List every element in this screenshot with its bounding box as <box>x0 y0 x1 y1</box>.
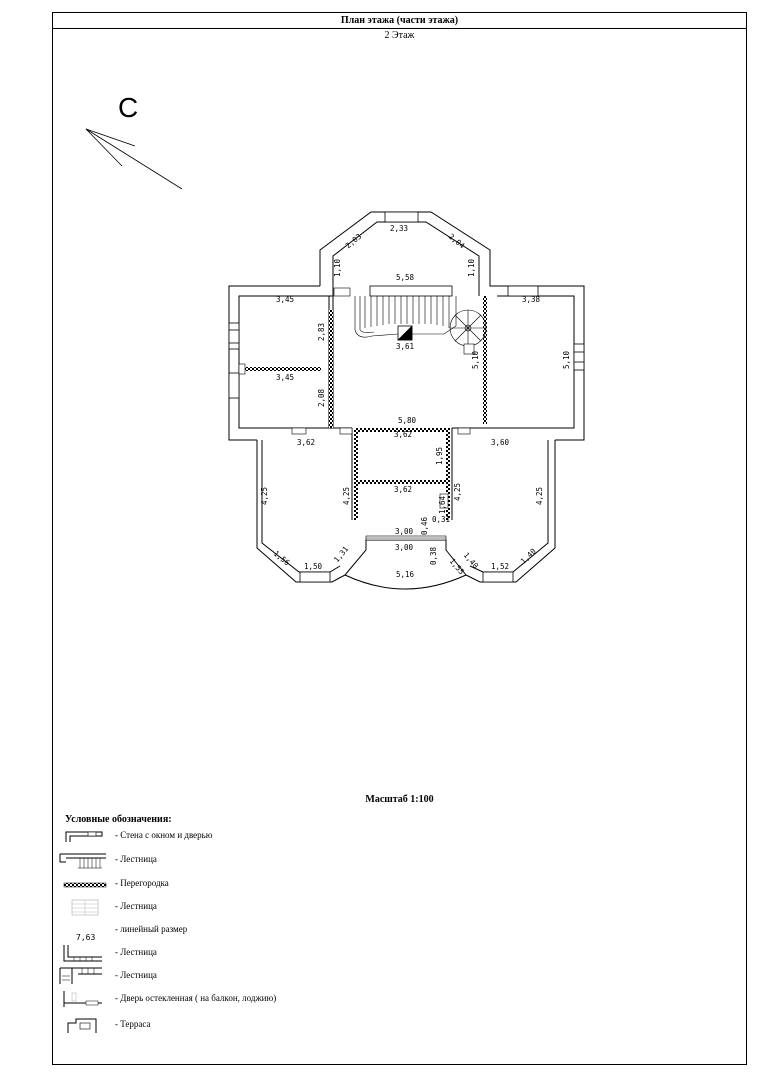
main-stair <box>355 296 456 340</box>
scale-label: Масштаб 1:100 <box>365 794 434 805</box>
page-title: План этажа (части этажа) <box>52 12 747 29</box>
legend-label: - Лестница <box>115 947 157 957</box>
partition-icon <box>58 874 108 894</box>
dim-room-bl-top: 3,62 <box>296 438 316 447</box>
dim-bay-left-side: 1,10 <box>333 258 342 278</box>
legend-label: - Лестница <box>115 970 157 980</box>
dim-bl-diag-right: 1,31 <box>331 544 351 565</box>
dim-room-br-top: 3,60 <box>490 438 510 447</box>
dim-bay-right-side: 1,10 <box>467 258 476 278</box>
dimension-sample: 7,63 <box>76 933 96 942</box>
dim-stair-width: 3,61 <box>395 342 415 351</box>
glass-door-icon <box>58 989 108 1009</box>
dim-bl-diag-left: 1,56 <box>271 548 292 568</box>
legend-title: Условные обозначения: <box>65 814 172 825</box>
dim-room-bl-height: 4,25 <box>260 486 269 506</box>
legend-item-glass-door <box>58 989 458 1009</box>
stair-landing-icon <box>58 966 108 986</box>
spiral-stair <box>450 310 486 354</box>
legend-item-dimension <box>58 920 458 940</box>
dim-vest-side: 0,38 <box>429 546 438 566</box>
wall-window-door-icon <box>58 826 108 846</box>
legend-label: - Дверь остекленная ( на балкон, лоджию) <box>115 993 277 1003</box>
dim-bay-right-diag: 2,04 <box>446 231 467 251</box>
legend-item-wall <box>58 826 458 846</box>
dim-vest-top: 3,00 <box>394 527 414 536</box>
stair-grey-icon <box>58 897 108 917</box>
legend-item-stair-2 <box>58 897 458 917</box>
dim-bath-left-height: 4,25 <box>342 486 351 506</box>
dimension-labels <box>260 224 571 579</box>
dim-bath-width: 3,62 <box>393 485 413 494</box>
compass-arrow <box>86 129 182 189</box>
dim-room-tl-width: 3,45 <box>275 295 295 304</box>
north-letter: С <box>118 92 139 123</box>
dim-br-diag-small: 1,55 <box>447 556 467 577</box>
dim-bay-left-diag: 2,03 <box>343 231 364 251</box>
legend-label: - Терраса <box>115 1019 151 1029</box>
dim-bath-right-height: 4,25 <box>453 482 462 502</box>
dim-vest-bottom: 3,00 <box>394 543 414 552</box>
legend-item-stair-4 <box>58 966 458 986</box>
legend-label: - Лестница <box>115 901 157 911</box>
dim-balcony-arc: 5,16 <box>395 570 415 579</box>
legend-item-terrace <box>58 1015 458 1035</box>
terrace-icon <box>58 1015 108 1035</box>
legend-label: - Перегородка <box>115 878 169 888</box>
legend-item-stair-1 <box>58 850 458 870</box>
dim-bay-top: 2,33 <box>389 224 409 233</box>
dim-room-tr-height: 5,10 <box>562 350 571 370</box>
dim-nook-b: 1,64 <box>438 495 447 515</box>
dim-hall-top: 3,62 <box>393 430 413 439</box>
dim-bay-width: 5,58 <box>395 273 415 282</box>
floor-label: 2 Этаж <box>384 30 415 41</box>
dim-bl-bottom: 1,50 <box>303 562 323 571</box>
legend-label: - Стена с окном и дверью <box>115 830 213 840</box>
dim-br-bottom: 1,52 <box>490 562 510 571</box>
legend-label: - Лестница <box>115 854 157 864</box>
stair-corner-icon <box>58 943 108 963</box>
dim-br-diag-right: 1,40 <box>518 546 538 566</box>
dim-room-tr-width: 3,38 <box>521 295 541 304</box>
dim-nook-c: 0,31 <box>431 515 451 524</box>
dim-stair-height: 5,10 <box>471 350 480 370</box>
legend-label: - линейный размер <box>115 924 188 934</box>
dim-br-diag-left: 1,40 <box>461 550 481 571</box>
dim-hall-height: 1,95 <box>435 446 444 466</box>
stair-icon <box>58 850 108 870</box>
dim-room-br-height: 4,25 <box>535 486 544 506</box>
dim-corridor-width: 5,80 <box>397 416 417 425</box>
dim-partition-width: 3,45 <box>275 373 295 382</box>
legend-item-stair-3 <box>58 943 458 963</box>
dim-room-ml-height: 2,08 <box>317 388 326 408</box>
dim-room-tl-height: 2,83 <box>317 322 326 342</box>
legend-item-partition <box>58 874 458 894</box>
dim-nook-a: 0,46 <box>420 516 429 536</box>
